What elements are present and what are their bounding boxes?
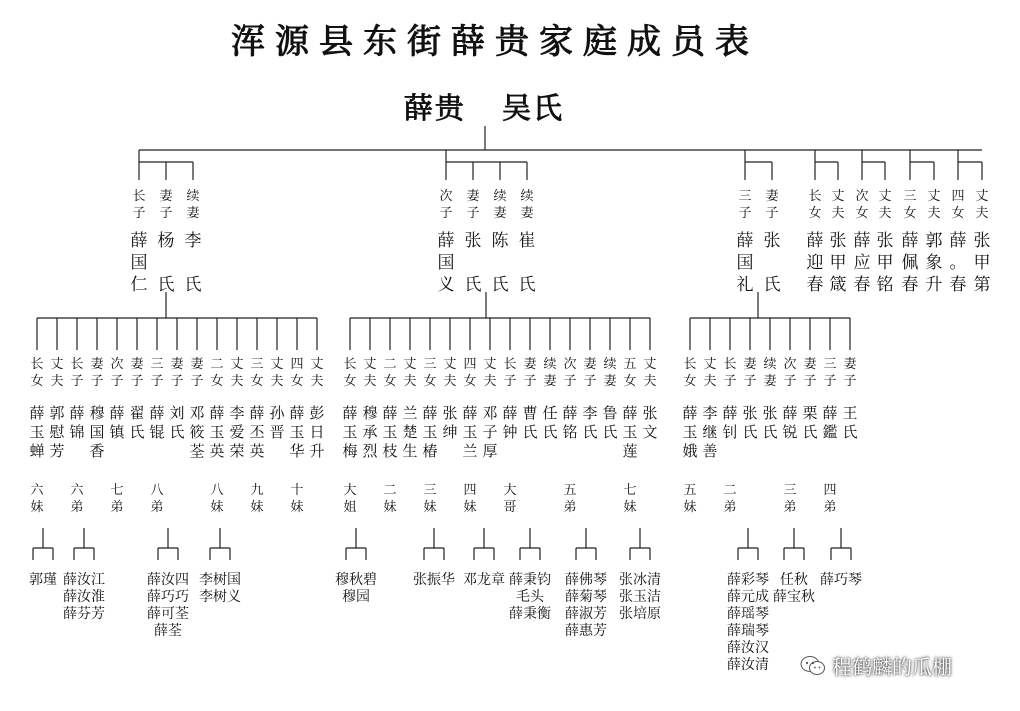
page-title: 浑源县东街薛贵家庭成员表 xyxy=(231,22,759,62)
gen3-relation-label: 三 妹 xyxy=(423,483,437,515)
gen2-name: 穆 国 香 xyxy=(89,404,105,460)
gen1-member xyxy=(182,188,204,296)
gen2-member xyxy=(640,356,660,442)
gen1-relation: 四 女 xyxy=(951,189,965,221)
gen1-name: 张 氏 xyxy=(763,231,781,295)
gen3-names: 李树国 李树义 xyxy=(199,572,241,605)
gen3-relation-label: 九 妹 xyxy=(250,483,264,515)
gen2-relation: 五 女 xyxy=(623,357,637,389)
gen2-member xyxy=(287,356,307,461)
gen2-member xyxy=(167,356,187,442)
gen2-member xyxy=(680,356,700,461)
gen2-name: 薛 鑑 xyxy=(822,404,838,441)
gen2-name: 薛 玉 兰 xyxy=(462,404,478,460)
gen2-member xyxy=(460,356,480,461)
gen2-name: 薛 铭 xyxy=(562,404,578,441)
gen1-name: 张 甲 第 xyxy=(973,231,991,295)
gen2-name: 薛 玉 华 xyxy=(289,404,305,460)
gen2-member xyxy=(440,356,460,442)
gen1-relation: 丈 夫 xyxy=(878,189,892,221)
gen3-names: 张振华 xyxy=(413,572,455,588)
gen2-member xyxy=(840,356,860,442)
gen1-relation: 丈 夫 xyxy=(831,189,845,221)
gen2-relation: 次 子 xyxy=(110,357,124,389)
gen1-relation: 三 子 xyxy=(738,189,752,221)
gen2-name: 任 氏 xyxy=(542,404,558,441)
gen3-relation-label: 四 妹 xyxy=(463,483,477,515)
gen2-member xyxy=(307,356,327,461)
gen1-member xyxy=(923,188,945,296)
gen1-member xyxy=(827,188,849,296)
gen2-member xyxy=(67,356,87,442)
gen1-member xyxy=(734,188,756,296)
gen2-member xyxy=(27,356,47,461)
gen2-relation: 妻 子 xyxy=(583,357,597,389)
gen2-member xyxy=(580,356,600,442)
gen3-relation-label: 八 妹 xyxy=(210,483,224,515)
gen2-relation: 长 子 xyxy=(723,357,737,389)
gen1-relation: 次 子 xyxy=(439,189,453,221)
gen2-relation: 丈 夫 xyxy=(310,357,324,389)
gen2-name: 刘 氏 xyxy=(169,404,185,441)
gen3-names: 穆秋碧 穆园 xyxy=(335,572,377,605)
gen2-relation: 妻 子 xyxy=(523,357,537,389)
gen2-name: 李 氏 xyxy=(582,404,598,441)
gen1-relation: 长 女 xyxy=(808,189,822,221)
gen1-member xyxy=(899,188,921,296)
gen1-member xyxy=(435,188,457,296)
watermark xyxy=(800,651,952,680)
gen2-relation: 三 子 xyxy=(823,357,837,389)
gen2-name: 曹 氏 xyxy=(522,404,538,441)
gen2-member xyxy=(500,356,520,442)
gen2-relation: 二 女 xyxy=(383,357,397,389)
gen2-name: 薛 玉 梅 xyxy=(342,404,358,460)
gen3-names: 任秋 薛宝秋 xyxy=(773,572,815,605)
gen2-relation: 丈 夫 xyxy=(703,357,717,389)
gen2-name: 薛 玉 椿 xyxy=(422,404,438,460)
gen2-member xyxy=(780,356,800,442)
gen1-relation: 妻 子 xyxy=(159,189,173,221)
gen1-name: 薛 国 礼 xyxy=(736,231,754,295)
gen2-name: 王 氏 xyxy=(842,404,858,441)
wechat-icon xyxy=(800,655,826,677)
gen3-names: 薛秉钧 毛头 薛秉衡 xyxy=(509,572,551,622)
gen3-relation-label: 六 妹 xyxy=(30,483,44,515)
gen1-name: 薛 佩 春 xyxy=(901,231,919,295)
watermark-text: 程鹤麟的瓜棚 xyxy=(832,655,952,679)
gen2-member xyxy=(520,356,540,442)
gen2-member xyxy=(247,356,267,461)
gen2-relation: 三 女 xyxy=(250,357,264,389)
gen2-relation: 次 子 xyxy=(563,357,577,389)
gen2-name: 张 文 xyxy=(642,404,658,441)
gen2-member xyxy=(540,356,560,442)
gen3-relation-label: 八 弟 xyxy=(150,483,164,515)
gen1-relation: 续 妻 xyxy=(520,189,534,221)
gen1-member xyxy=(462,188,484,296)
gen2-name: 薛 玉 枝 xyxy=(382,404,398,460)
gen2-name: 翟 氏 xyxy=(129,404,145,441)
gen1-member xyxy=(761,188,783,296)
gen1-name: 崔 氏 xyxy=(518,231,536,295)
gen3-names: 薛巧琴 xyxy=(820,572,862,588)
gen2-member xyxy=(760,356,780,442)
gen2-relation: 长 子 xyxy=(503,357,517,389)
gen2-member xyxy=(147,356,167,442)
gen2-name: 孙 晋 xyxy=(269,404,285,441)
gen2-member xyxy=(720,356,740,442)
gen2-relation: 丈 夫 xyxy=(363,357,377,389)
gen1-relation: 长 子 xyxy=(132,189,146,221)
gen2-member xyxy=(400,356,420,461)
gen2-relation: 长 女 xyxy=(343,357,357,389)
gen3-names: 薛佛琴 薛菊琴 薛淑芳 薛惠芳 xyxy=(565,572,607,639)
gen1-name: 薛 应 春 xyxy=(853,231,871,295)
gen2-name: 薛 玉 娥 xyxy=(682,404,698,460)
gen2-relation: 丈 夫 xyxy=(483,357,497,389)
gen2-member xyxy=(620,356,640,461)
gen1-member xyxy=(971,188,993,296)
gen2-relation: 丈 夫 xyxy=(643,357,657,389)
gen1-relation: 续 妻 xyxy=(186,189,200,221)
gen2-name: 彭 日 升 xyxy=(309,404,325,460)
gen2-name: 邓 筱 荃 xyxy=(189,404,205,460)
gen3-relation-label: 六 弟 xyxy=(70,483,84,515)
gen1-name: 张 甲 铭 xyxy=(876,231,894,295)
gen2-relation: 丈 夫 xyxy=(403,357,417,389)
gen3-relation-label: 三 弟 xyxy=(783,483,797,515)
gen2-name: 穆 承 烈 xyxy=(362,404,378,460)
gen2-name: 鲁 氏 xyxy=(602,404,618,441)
gen1-relation: 丈 夫 xyxy=(927,189,941,221)
gen1-member xyxy=(947,188,969,296)
gen1-name: 张 甲 箴 xyxy=(829,231,847,295)
gen3-relation-label: 大 姐 xyxy=(343,483,357,515)
gen1-member xyxy=(516,188,538,296)
gen1-member xyxy=(874,188,896,296)
gen2-name: 兰 楚 生 xyxy=(402,404,418,460)
gen2-relation: 续 妻 xyxy=(763,357,777,389)
gen3-names: 邓龙章 xyxy=(463,572,505,588)
gen1-member xyxy=(155,188,177,296)
gen3-relation-label: 二 弟 xyxy=(723,483,737,515)
gen2-member xyxy=(380,356,400,461)
gen1-name: 李 氏 xyxy=(184,231,202,295)
root-husband: 薛贵 xyxy=(403,91,466,125)
gen2-relation: 丈 夫 xyxy=(230,357,244,389)
gen2-relation: 妻 子 xyxy=(743,357,757,389)
gen2-relation: 丈 夫 xyxy=(50,357,64,389)
gen2-member xyxy=(47,356,67,461)
gen2-relation: 丈 夫 xyxy=(270,357,284,389)
gen2-member xyxy=(227,356,247,461)
gen1-name: 张 氏 xyxy=(464,231,482,295)
gen3-relation-label: 二 妹 xyxy=(383,483,397,515)
gen3-relation-label: 四 弟 xyxy=(823,483,837,515)
gen2-relation: 三 子 xyxy=(150,357,164,389)
gen2-member xyxy=(800,356,820,442)
gen3-names: 薛汝江 薛汝淮 薛芬芳 xyxy=(63,572,105,622)
gen2-member xyxy=(340,356,360,461)
gen2-relation: 妻 子 xyxy=(170,357,184,389)
gen1-relation: 妻 子 xyxy=(466,189,480,221)
gen2-relation: 二 女 xyxy=(210,357,224,389)
gen2-relation: 长 子 xyxy=(70,357,84,389)
gen2-member xyxy=(267,356,287,442)
gen2-member xyxy=(87,356,107,461)
gen2-member xyxy=(360,356,380,461)
gen2-member xyxy=(480,356,500,461)
gen2-name: 李 继 善 xyxy=(702,404,718,460)
gen1-relation: 丈 夫 xyxy=(975,189,989,221)
gen3-names: 薛彩琴 薛元成 薛瑶琴 薛瑞琴 薛汝汉 薛汝清 xyxy=(727,572,769,673)
gen2-name: 薛 钊 xyxy=(722,404,738,441)
gen2-name: 薛 玉 蝉 xyxy=(29,404,45,460)
gen1-name: 薛 国 义 xyxy=(437,231,455,295)
gen2-name: 张 氏 xyxy=(762,404,778,441)
gen3-relation-label: 大 哥 xyxy=(503,483,517,515)
gen1-name: 薛 。 春 xyxy=(949,231,967,295)
gen2-relation: 三 女 xyxy=(423,357,437,389)
gen2-name: 李 爱 荣 xyxy=(229,404,245,460)
gen2-name: 薛 玉 英 xyxy=(209,404,225,460)
gen1-relation: 次 女 xyxy=(855,189,869,221)
gen2-relation: 妻 子 xyxy=(130,357,144,389)
gen2-relation: 妻 子 xyxy=(90,357,104,389)
gen1-relation: 续 妻 xyxy=(493,189,507,221)
gen2-name: 张 氏 xyxy=(742,404,758,441)
gen2-member xyxy=(420,356,440,461)
gen1-name: 薛 迎 春 xyxy=(806,231,824,295)
gen2-name: 薛 锟 xyxy=(149,404,165,441)
gen2-relation: 四 女 xyxy=(463,357,477,389)
gen2-name: 栗 氏 xyxy=(802,404,818,441)
gen2-relation: 续 妻 xyxy=(603,357,617,389)
gen1-name: 杨 氏 xyxy=(157,231,175,295)
gen1-relation: 妻 子 xyxy=(765,189,779,221)
gen2-name: 薛 锐 xyxy=(782,404,798,441)
gen1-name: 薛 国 仁 xyxy=(130,231,148,295)
gen2-relation: 次 子 xyxy=(783,357,797,389)
gen2-name: 薛 丕 英 xyxy=(249,404,265,460)
gen3-names: 薛汝四 薛巧巧 薛可荃 薛荃 xyxy=(147,572,189,639)
gen1-member xyxy=(851,188,873,296)
gen3-relation-label: 七 妹 xyxy=(623,483,637,515)
gen2-relation: 妻 子 xyxy=(190,357,204,389)
gen1-name: 郭 象 升 xyxy=(925,231,943,295)
gen2-member xyxy=(600,356,620,442)
gen1-member xyxy=(489,188,511,296)
gen2-member xyxy=(740,356,760,442)
gen3-names: 张冰清 张玉洁 张培原 xyxy=(619,572,661,622)
gen2-member xyxy=(187,356,207,461)
gen2-member xyxy=(820,356,840,442)
gen1-relation: 三 女 xyxy=(903,189,917,221)
gen3-names: 郭瑾 xyxy=(29,572,57,588)
gen2-member xyxy=(107,356,127,442)
gen2-relation: 丈 夫 xyxy=(443,357,457,389)
gen2-relation: 长 女 xyxy=(683,357,697,389)
gen3-relation-label: 十 妹 xyxy=(290,483,304,515)
gen2-name: 薛 镇 xyxy=(109,404,125,441)
gen2-relation: 四 女 xyxy=(290,357,304,389)
gen1-member xyxy=(128,188,150,296)
gen2-name: 张 绅 xyxy=(442,404,458,441)
gen1-name: 陈 氏 xyxy=(491,231,509,295)
gen2-relation: 妻 子 xyxy=(843,357,857,389)
gen2-member xyxy=(207,356,227,461)
gen2-member xyxy=(560,356,580,442)
gen2-name: 薛 玉 莲 xyxy=(622,404,638,460)
gen2-name: 郭 慰 芳 xyxy=(49,404,65,460)
root-wife: 吴氏 xyxy=(502,91,565,125)
gen2-relation: 妻 子 xyxy=(803,357,817,389)
gen1-member xyxy=(804,188,826,296)
gen2-name: 薛 钟 xyxy=(502,404,518,441)
gen2-relation: 续 妻 xyxy=(543,357,557,389)
gen2-name: 薛 锦 xyxy=(69,404,85,441)
gen3-relation-label: 五 弟 xyxy=(563,483,577,515)
gen3-relation-label: 五 妹 xyxy=(683,483,697,515)
gen2-relation: 长 女 xyxy=(30,357,44,389)
gen2-name: 邓 子 厚 xyxy=(482,404,498,460)
gen3-relation-label: 七 弟 xyxy=(110,483,124,515)
gen2-member xyxy=(127,356,147,442)
gen2-member xyxy=(700,356,720,461)
